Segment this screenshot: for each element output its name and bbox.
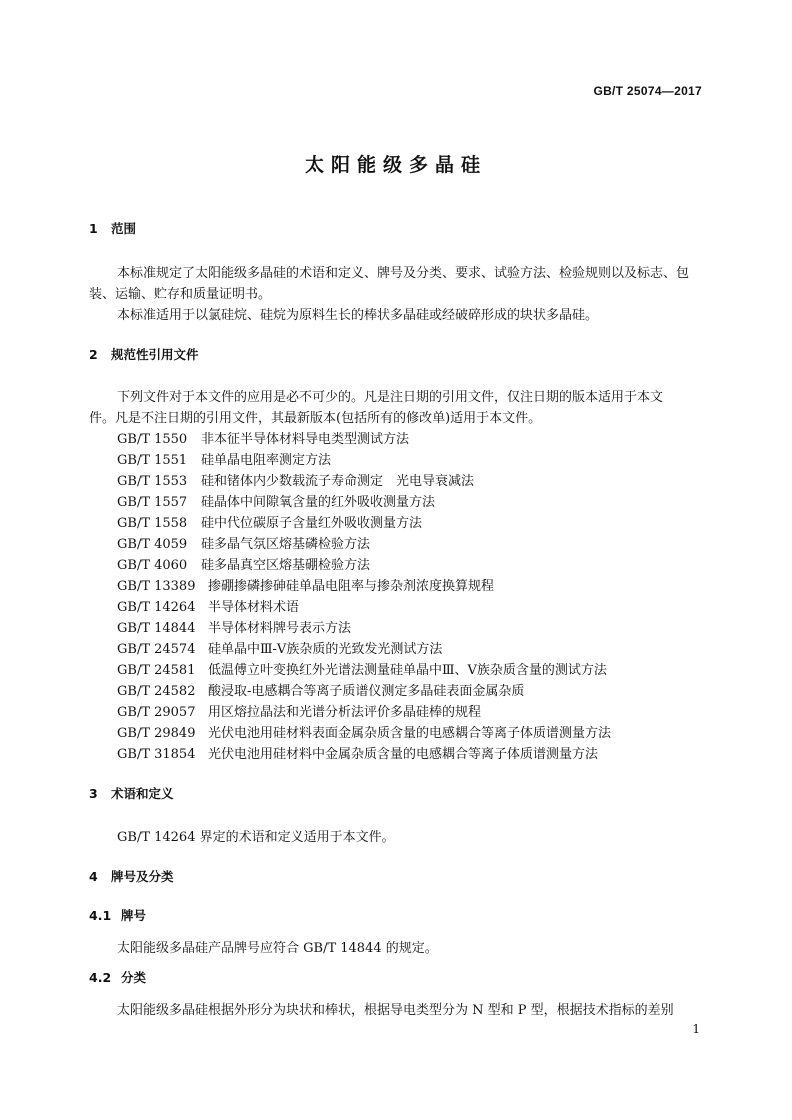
section-number: 2 [89,347,98,362]
reference-item [117,491,435,512]
subsection-title: 分类 [121,970,147,985]
reference-item [117,743,598,764]
reference-code: GB/T 1550 [117,432,188,447]
subsection-number: 4.2 [89,970,112,985]
section-1-heading [89,219,136,237]
reference-title: 半导体材料牌号表示方法 [208,621,352,636]
reference-code: GB/T 1557 [117,495,188,510]
document-title: 太阳能级多晶硅 [304,154,487,176]
reference-item [117,575,494,596]
references-intro-line-2: 件。凡是不注日期的引用文件，其最新版本(包括所有的修改单)适用于本文件。 [89,411,542,426]
reference-code: GB/T 14264 [117,600,196,615]
references-intro-line-1: 下列文件对于本文件的应用是必不可少的。凡是注日期的引用文件，仅注日期的版本适用于本文 [117,390,664,405]
section-3-heading [89,784,174,802]
reference-title: 硅多晶气氛区熔基磷检验方法 [201,537,371,552]
scope-paragraph-2: 本标准适用于以氯硅烷、硅烷为原料生长的棒状多晶硅或经破碎形成的块状多晶硅。 [117,308,599,323]
reference-item [117,617,351,638]
section-4-heading [89,867,174,885]
reference-item [117,533,370,554]
reference-title: 用区熔拉晶法和光谱分析法评价多晶硅棒的规程 [208,705,482,720]
terms-paragraph: GB/T 14264 界定的术语和定义适用于本文件。 [117,830,395,845]
scope-paragraph-1-line-1: 本标准规定了太阳能级多晶硅的术语和定义、牌号及分类、要求、试验方法、检验规则以及标志、包 [117,266,690,281]
reference-title: 掺硼掺磷掺砷硅单晶电阻率与掺杂剂浓度换算规程 [208,579,495,594]
reference-code: GB/T 31854 [117,747,196,762]
section-number: 4 [89,869,98,884]
reference-item [117,680,524,701]
reference-code: GB/T 29057 [117,705,196,720]
reference-title: 光伏电池用硅材料中金属杂质含量的电感耦合等离子体质谱测量方法 [208,747,599,762]
section-title: 规范性引用文件 [111,347,199,362]
section-number: 1 [89,221,98,236]
reference-code: GB/T 1551 [117,453,188,468]
standard-id: GB/T 25074—2017 [593,84,702,98]
reference-title: 低温傅立叶变换红外光谱法测量硅单晶中Ⅲ、Ⅴ族杂质含量的测试方法 [208,663,607,678]
reference-title: 硅和锗体内少数载流子寿命测定 光电导衰减法 [201,474,475,489]
reference-item [117,512,422,533]
section-title: 范围 [111,221,137,236]
reference-code: GB/T 24582 [117,684,196,699]
reference-code: GB/T 24574 [117,642,196,657]
classification-paragraph: 太阳能级多晶硅根据外形分为块状和棒状，根据导电类型分为 N 型和 P 型，根据技术指标的差别 [117,1003,674,1018]
reference-code: GB/T 14844 [117,621,196,636]
reference-item [117,428,409,449]
reference-title: 半导体材料术语 [208,600,300,615]
section-title: 术语和定义 [111,786,174,801]
reference-code: GB/T 24581 [117,663,196,678]
reference-title: 非本征半导体材料导电类型测试方法 [201,432,410,447]
reference-title: 硅多晶真空区熔基硼检验方法 [201,558,371,573]
reference-title: 硅单晶电阻率测定方法 [201,453,332,468]
scope-paragraph-1-line-2: 装、运输、贮存和质量证明书。 [89,287,272,302]
reference-title: 酸浸取-电感耦合等离子质谱仪测定多晶硅表面金属杂质 [208,684,525,699]
reference-code: GB/T 1558 [117,516,188,531]
section-number: 3 [89,786,98,801]
subsection-number: 4.1 [89,908,112,923]
reference-code: GB/T 1553 [117,474,188,489]
reference-title: 硅单晶中Ⅲ-Ⅴ族杂质的光致发光测试方法 [208,642,443,657]
reference-code: GB/T 4060 [117,558,188,573]
reference-code: GB/T 4059 [117,537,188,552]
reference-item [117,701,481,722]
section-2-heading [89,345,199,363]
grade-paragraph: 太阳能级多晶硅产品牌号应符合 GB/T 14844 的规定。 [117,941,438,956]
subsection-4-2-heading [89,968,146,986]
section-title: 牌号及分类 [111,869,174,884]
reference-item [117,596,299,617]
reference-item [117,470,474,491]
reference-item [117,638,442,659]
reference-code: GB/T 29849 [117,726,196,741]
reference-code: GB/T 13389 [117,579,196,594]
reference-title: 硅中代位碳原子含量红外吸收测量方法 [201,516,423,531]
reference-item [117,659,607,680]
page-number: 1 [692,1022,700,1036]
reference-title: 硅晶体中间隙氧含量的红外吸收测量方法 [201,495,436,510]
reference-item [117,554,370,575]
reference-item [117,449,331,470]
reference-title: 光伏电池用硅材料表面金属杂质含量的电感耦合等离子体质谱测量方法 [208,726,612,741]
reference-item [117,722,611,743]
subsection-4-1-heading [89,906,146,924]
subsection-title: 牌号 [121,908,147,923]
